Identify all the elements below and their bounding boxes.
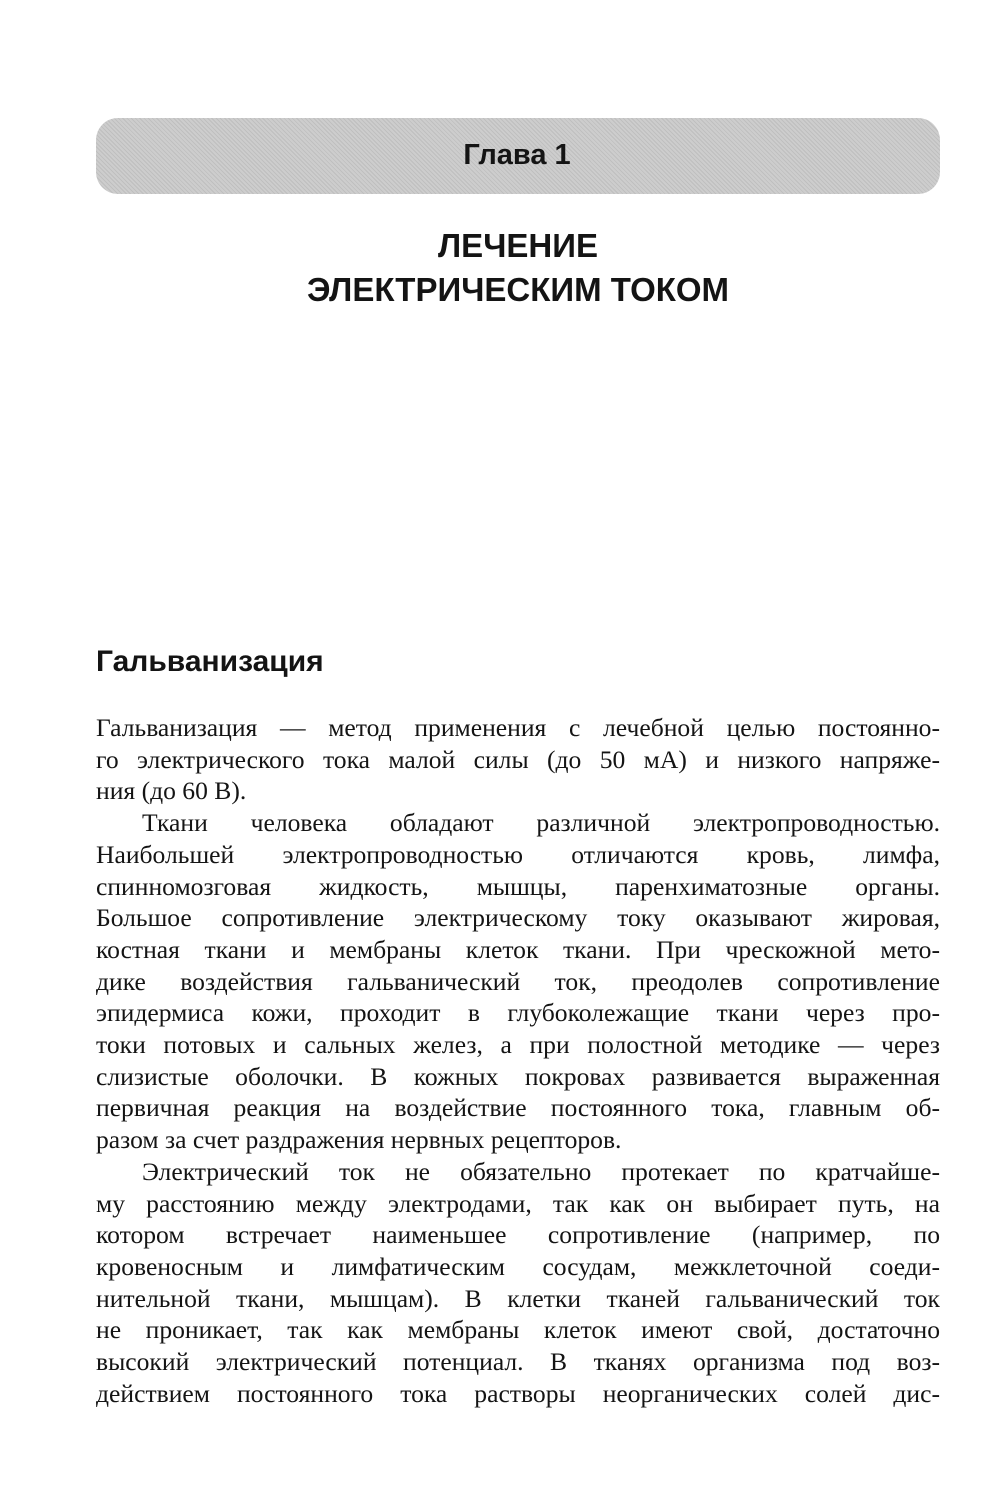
text-line: первичная реакция на воздействие постоянного тока, главным об- <box>96 1093 940 1123</box>
chapter-title <box>96 224 940 312</box>
section-heading: Гальванизация <box>96 645 324 678</box>
body-text <box>96 712 940 1409</box>
text-line: слизистые оболочки. В кожных покровах развивается выраженная <box>96 1061 940 1091</box>
text-line: го электрического тока малой силы (до 50 мА) и низкого напряже- <box>96 744 940 774</box>
text-line: костная ткани и мембраны клеток ткани. При чрескожной мето- <box>96 934 940 964</box>
text-line: токи потовых и сальных желез, а при полостной методике — через <box>96 1030 940 1060</box>
text-line: котором встречает наименьшее сопротивление (например, по <box>96 1220 940 1250</box>
text-line: высокий электрический потенциал. В тканях организма под воз- <box>96 1347 940 1377</box>
text-line: му расстоянию между электродами, так как он выбирает путь, на <box>96 1188 940 1218</box>
text-line: кровеносным и лимфатическим сосудам, межклеточной соеди- <box>96 1251 940 1281</box>
chapter-title-line: ЭЛЕКТРИЧЕСКИМ ТОКОМ <box>306 271 730 308</box>
text-line: Большое сопротивление электрическому току оказывают жировая, <box>96 903 940 933</box>
text-line: дике воздействия гальванический ток, преодолев сопротивление <box>96 966 940 996</box>
text-line: ния (до 60 В). <box>96 776 247 806</box>
text-line: эпидермиса кожи, проходит в глубоколежащие ткани через про- <box>96 998 940 1028</box>
text-line: Гальванизация — метод применения с лечебной целью постоянно- <box>96 713 940 742</box>
text-line: Ткани человека обладают различной электропроводностью. <box>142 808 940 838</box>
chapter-label: Глава 1 <box>463 138 571 171</box>
text-line: спинномозговая жидкость, мышцы, паренхиматозные органы. <box>96 871 940 901</box>
text-line: не проникает, так как мембраны клеток имеют свой, достаточно <box>96 1315 940 1345</box>
chapter-banner <box>96 118 940 194</box>
text-line: нительной ткани, мышцам). В клетки тканей гальванический ток <box>96 1283 940 1313</box>
chapter-title-line: ЛЕЧЕНИЕ <box>438 227 598 264</box>
text-line: Наибольшей электропроводностью отличаются кровь, лимфа, <box>96 839 940 869</box>
text-line: разом за счет раздражения нервных рецепторов. <box>96 1125 622 1155</box>
text-line: Электрический ток не обязательно протекает по кратчайше- <box>142 1156 940 1186</box>
text-line: действием постоянного тока растворы неорганических солей дис- <box>96 1378 940 1408</box>
